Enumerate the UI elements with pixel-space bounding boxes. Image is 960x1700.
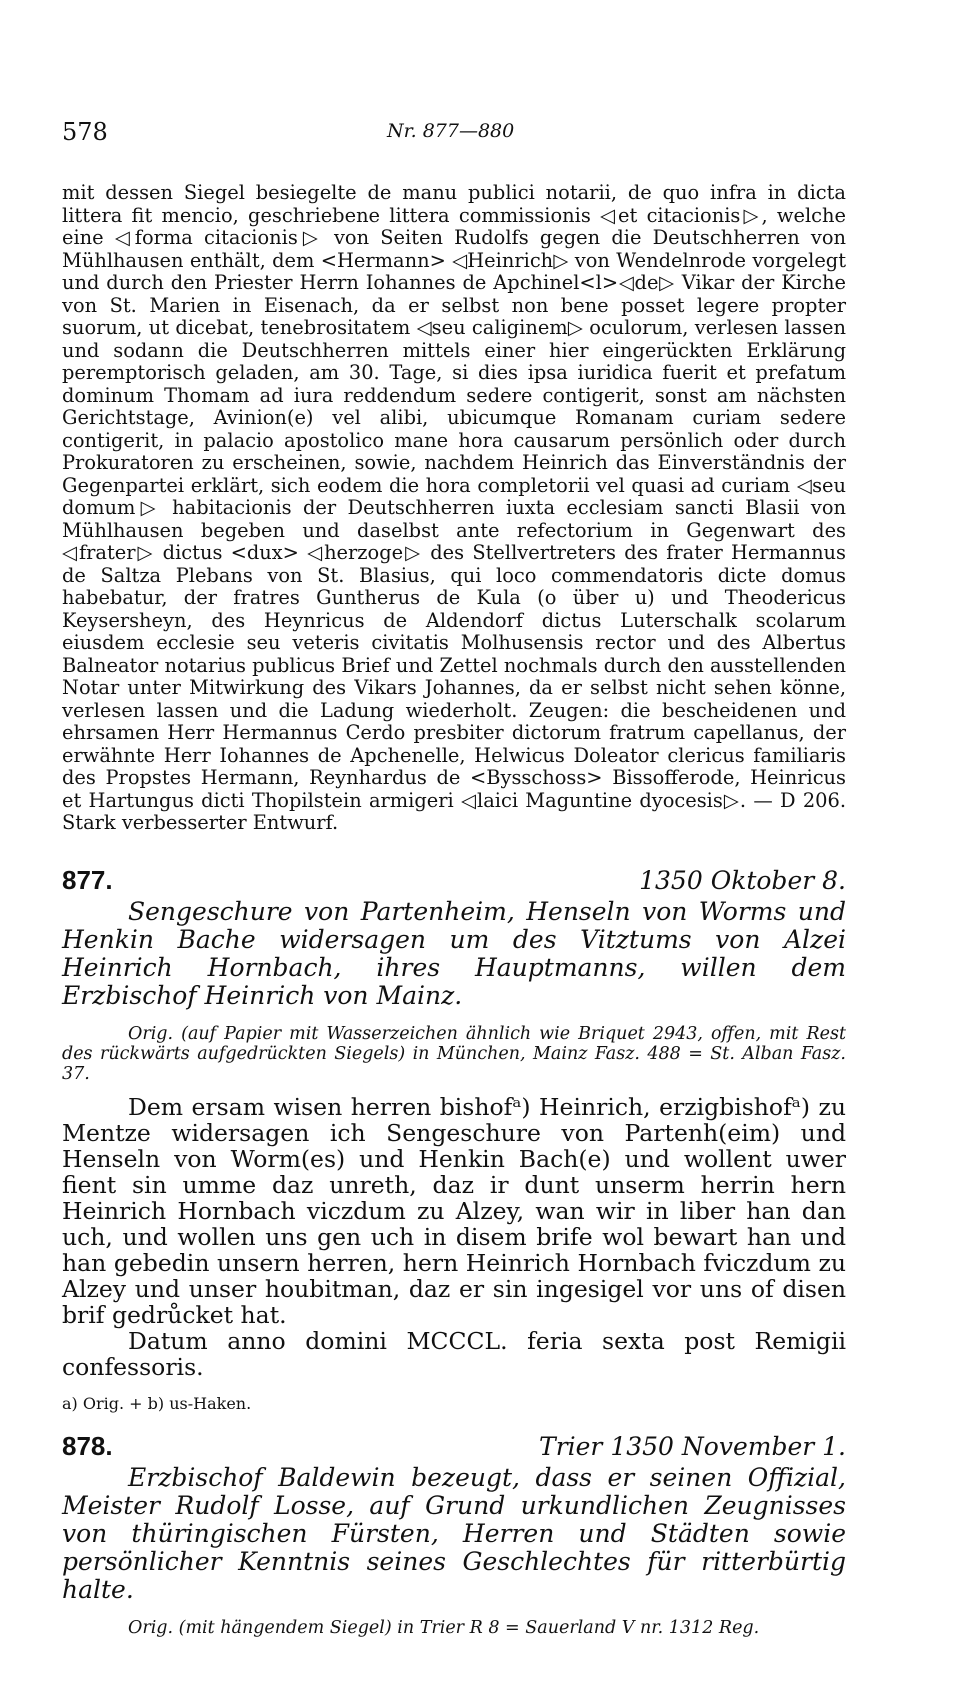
section-heading bbox=[62, 1431, 846, 1462]
section-regest: Sengeschure von Partenheim, Henseln von Worms und Henkin Bache widersagen um des Vitztums von Alzei Heinrich Hornbach, ihres Hauptmanns, willen dem Erzbischof Heinrich von Mainz. bbox=[62, 896, 846, 1010]
section-date: 1350 Oktober 8. bbox=[639, 865, 846, 895]
section-878 bbox=[62, 1431, 846, 1638]
section-heading bbox=[62, 865, 846, 896]
section-source: Orig. (auf Papier mit Wasserzeichen ähnlich wie Briquet 2943, offen, mit Rest des rückwärts aufgedrückten Siegels) in München, Mainz Fasz. 488 = St. Alban Fasz. 37. bbox=[62, 1023, 846, 1084]
section-source: Orig. (mit hängendem Siegel) in Trier R 8 = Sauerland V nr. 1312 Reg. bbox=[128, 1617, 760, 1638]
section-number: 878. bbox=[62, 1430, 113, 1461]
page-number: 578 bbox=[62, 118, 108, 146]
continued-regest-text: mit dessen Siegel besiegelte de manu publici notarii, de quo infra in dicta littera fit mencio, geschriebene littera commissionis ◁et citacionis▷, welche eine ◁forma citacionis▷ von Seiten Rudolfs gegen die Deutschherren von Mühlhausen enthält, dem <Hermann> ◁Heinrich▷ von Wendelnrode vorgelegt und durch den Priester Herrn Iohannes de Apchinel<l>◁de▷ Vikar der Kirche von St. Marien in Eisenach, da er selbst non bene posset legere propter suorum, ut dicebat, tenebrositatem ◁seu caliginem▷ oculorum, verlesen lassen und sodann die Deutschherren mittels einer hier eingerückten Erklärung peremptorisch geladen, am 30. Tage, si dies ipsa iuridica fuerit et prefatum dominum Thomam ad iura reddendum sedere contigerit, sonst am nächsten Gerichtstage, Avinion(e) vel alibi, ubicumque Romanam curiam sedere contigerit, in palacio apostolico mane hora causarum persönlich oder durch Prokuratoren zu erscheinen, sowie, nachdem Heinrich das Einverständnis der Gegenpartei erklärt, sich eodem die hora completorii vel quasi ad curiam ◁seu domum▷ habitacionis der Deutschherren iuxta ecclesiam sancti Blasii von Mühlhausen begeben und daselbst ante refectorium in Gegenwart des ◁frater▷ dictus <dux> ◁herzoge▷ des Stellvertreters des frater Hermannus de Saltza Plebans von St. Blasius, qui loco commendatoris dicte domus habebatur, der fratres Guntherus de Kula (o über u) und Theodericus Keysersheyn, des Heynricus de Aldendorf dictus Luterschalk scolarum eiusdem ecclesie seu veteris civitatis Molhusensis rector und des Albertus Balneator notarius publicus Brief und Zettel nochmals durch den ausstellenden Notar unter Mitwirkung des Vikars Johannes, da er selbst nicht sehen könne, verlesen lassen und die Ladung wiederholt. Zeugen: die bescheidenen und ehrsamen Herr Hermannus Cerdo presbiter dictorum fratrum capellanus, der erwähnte Herr Iohannes de Apchenelle, Helwicus Doleator clericus familiaris des Propstes Hermann, Reynhardus de <Bysschoss> Bissofferode, Heinricus et Hartungus dicti Thopilstein armigeri ◁laici Maguntine dyocesis▷. — D 206. Stark verbesserter Entwurf. bbox=[62, 181, 846, 834]
section-body-dating: Datum anno domini MCCCL. feria sexta post Remigii confessoris. bbox=[62, 1326, 846, 1381]
section-regest: Erzbischof Baldewin bezeugt, dass er seinen Offizial, Meister Rudolf Losse, auf Grund urkundlichen Zeugnisses von thüringischen Fürsten, Herren und Städten sowie persönlicher Kenntnis seines Geschlechtes für ritterbürtig halte. bbox=[62, 1462, 846, 1604]
footnote: a) Orig. + b) us-Haken. bbox=[62, 1393, 252, 1413]
section-date: Trier 1350 November 1. bbox=[539, 1431, 846, 1461]
running-head: Nr. 877—880 bbox=[387, 120, 515, 142]
section-number: 877. bbox=[62, 864, 113, 895]
document-page bbox=[62, 118, 846, 1638]
page-header bbox=[62, 118, 846, 154]
section-body: Dem ersam wisen herren bishofᵃ) Heinrich, erzigbishofᵃ) zu Mentze widersagen ich Sengeschure von Partenh(eim) und Henseln von Worm(es) und Henkin Bach(e) und wollent uwer fient sin umme daz unreth, daz ir dunt unserm herrin hern Heinrich Hornbach viczdum zu Alzey, wan wir in liber han dan uch, und wollen uns gen uch in disem brife wol bewart han und han gebedin unsern herren, hern Heinrich Hornbach fviczdum zu Alzey und unser houbitman, daz er sin ingesigel vor uns of disen brif gedrůcket hat. bbox=[62, 1092, 846, 1329]
section-877 bbox=[62, 865, 846, 1413]
